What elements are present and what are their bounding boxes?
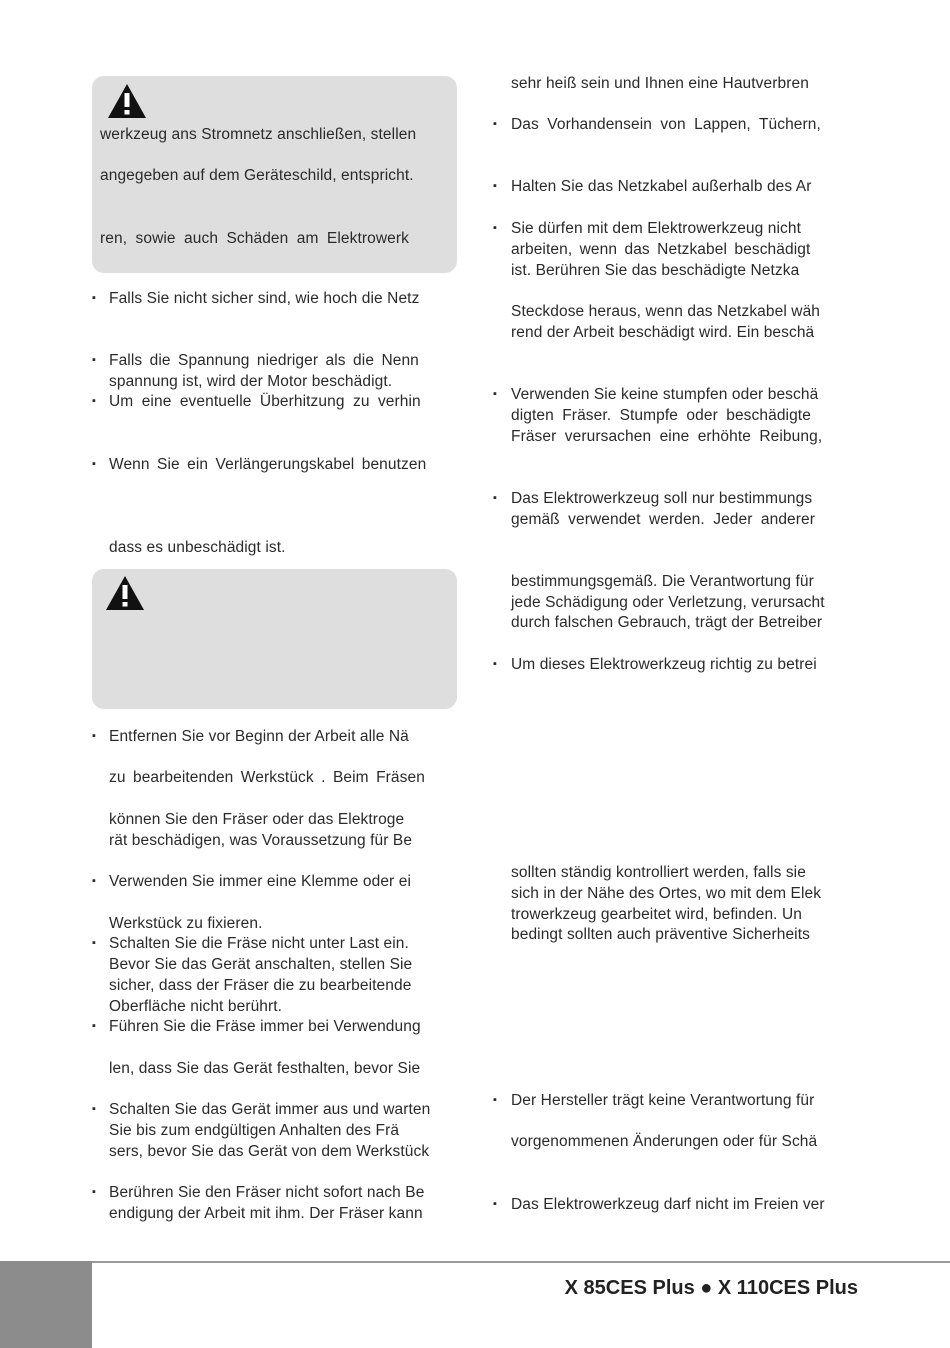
warning-triangle-icon: [104, 574, 146, 612]
list-item-text: Halten Sie das Netzkabel außerhalb des Ar: [511, 178, 812, 195]
list-item-text: digten Fräser. Stumpfe oder beschädigte: [511, 407, 811, 424]
list-item-text: zu bearbeitenden Werkstück . Beim Fräsen: [109, 769, 425, 786]
list-item-text: sers, bevor Sie das Gerät von dem Werkstück: [109, 1143, 430, 1160]
list-item-text: Schalten Sie das Gerät immer aus und warten: [109, 1101, 431, 1118]
bullet-marker: ▪: [92, 1186, 96, 1198]
list-item-text: durch falschen Gebrauch, trägt der Betreiber: [511, 614, 823, 631]
list-item-text: Steckdose heraus, wenn das Netzkabel wäh: [511, 303, 821, 320]
bullet-marker: ▪: [92, 1103, 96, 1115]
list-item-text: Falls die Spannung niedriger als die Nenn: [109, 352, 419, 369]
list-item-text: Das Elektrowerkzeug soll nur bestimmungs: [511, 490, 813, 507]
list-item-text: arbeiten, wenn das Netzkabel beschädigt: [511, 241, 811, 258]
warning-text: werkzeug ans Stromnetz anschließen, stellen: [100, 126, 417, 143]
list-item-text: können Sie den Fräser oder das Elektroge: [109, 811, 405, 828]
list-item-text: Das Elektrowerkzeug darf nicht im Freien ver: [511, 1196, 825, 1213]
list-item-text: sich in der Nähe des Ortes, wo mit dem Elek: [511, 885, 822, 902]
list-item-text: Führen Sie die Fräse immer bei Verwendung: [109, 1018, 421, 1035]
list-item-text: trowerkzeug gearbeitet wird, befinden. Un: [511, 906, 803, 923]
bullet-marker: ▪: [92, 292, 96, 304]
list-item-text: Um eine eventuelle Überhitzung zu verhin: [109, 393, 421, 410]
bullet-marker: ▪: [92, 458, 96, 470]
warning-text: angegeben auf dem Geräteschild, entspricht.: [100, 167, 414, 184]
list-item-text: Um dieses Elektrowerkzeug richtig zu betrei: [511, 656, 817, 673]
bullet-marker: ▪: [92, 395, 96, 407]
list-item-text: Berühren Sie den Fräser nicht sofort nach Be: [109, 1184, 425, 1201]
list-item-text: bestimmungsgemäß. Die Verantwortung für: [511, 573, 814, 590]
list-item-text: sicher, dass der Fräser die zu bearbeitende: [109, 977, 412, 994]
list-item-text: bedingt sollten auch präventive Sicherheits: [511, 926, 810, 943]
list-item-text: Verwenden Sie keine stumpfen oder beschä: [511, 386, 819, 403]
warning-box: [92, 569, 457, 709]
list-item-text: Das Vorhandensein von Lappen, Tüchern,: [511, 116, 821, 133]
list-item-text: rät beschädigen, was Voraussetzung für Be: [109, 832, 413, 849]
list-item-text: gemäß verwendet werden. Jeder anderer: [511, 511, 816, 528]
bullet-marker: ▪: [493, 1094, 497, 1106]
warning-triangle-icon: [106, 82, 148, 120]
bullet-marker: ▪: [92, 937, 96, 949]
bullet-marker: ▪: [493, 222, 497, 234]
list-item-text: jede Schädigung oder Verletzung, verursacht: [511, 594, 825, 611]
footer-divider: [92, 1261, 950, 1263]
warning-text: ren, sowie auch Schäden am Elektrowerk: [100, 230, 409, 247]
continuation-text: sehr heiß sein und Ihnen eine Hautverbren: [511, 75, 809, 92]
bullet-marker: ▪: [493, 180, 497, 192]
list-item-text: Entfernen Sie vor Beginn der Arbeit alle Nä: [109, 728, 409, 745]
list-item-text: spannung ist, wird der Motor beschädigt.: [109, 373, 393, 390]
list-item-text: Schalten Sie die Fräse nicht unter Last ein.: [109, 935, 409, 952]
list-item-text: Bevor Sie das Gerät anschalten, stellen Sie: [109, 956, 413, 973]
list-item-text: Verwenden Sie immer eine Klemme oder ei: [109, 873, 411, 890]
list-item-text: Oberfläche nicht berührt.: [109, 998, 283, 1015]
bullet-marker: ▪: [493, 492, 497, 504]
list-item-text: Der Hersteller trägt keine Verantwortung für: [511, 1092, 815, 1109]
bullet-marker: ▪: [493, 388, 497, 400]
bullet-marker: ▪: [92, 730, 96, 742]
bullet-marker: ▪: [493, 118, 497, 130]
bullet-marker: ▪: [92, 875, 96, 887]
list-item-text: ist. Berühren Sie das beschädigte Netzka: [511, 262, 800, 279]
footer-model-title: X 85CES Plus ● X 110CES Plus: [564, 1277, 858, 1299]
footer-page-block: [0, 1261, 92, 1348]
list-item-text: endigung der Arbeit mit ihm. Der Fräser kann: [109, 1205, 423, 1222]
list-item-text: sollten ständig kontrolliert werden, falls sie: [511, 864, 806, 881]
bullet-marker: ▪: [493, 658, 497, 670]
list-item-text: Werkstück zu fixieren.: [109, 915, 263, 932]
list-item-text: Falls Sie nicht sicher sind, wie hoch die Netz: [109, 290, 420, 307]
bullet-marker: ▪: [493, 1198, 497, 1210]
list-item-text: Sie bis zum endgültigen Anhalten des Frä: [109, 1122, 400, 1139]
list-item-text: len, dass Sie das Gerät festhalten, bevor Sie: [109, 1060, 421, 1077]
list-item-text: Fräser verursachen eine erhöhte Reibung,: [511, 428, 823, 445]
bullet-marker: ▪: [92, 354, 96, 366]
list-item-text: Wenn Sie ein Verlängerungskabel benutzen: [109, 456, 427, 473]
list-item-text: vorgenommenen Änderungen oder für Schä: [511, 1133, 818, 1150]
list-item-text: rend der Arbeit beschädigt wird. Ein beschä: [511, 324, 815, 341]
list-item-text: Sie dürfen mit dem Elektrowerkzeug nicht: [511, 220, 802, 237]
bullet-marker: ▪: [92, 1020, 96, 1032]
list-item-text: dass es unbeschädigt ist.: [109, 539, 286, 556]
